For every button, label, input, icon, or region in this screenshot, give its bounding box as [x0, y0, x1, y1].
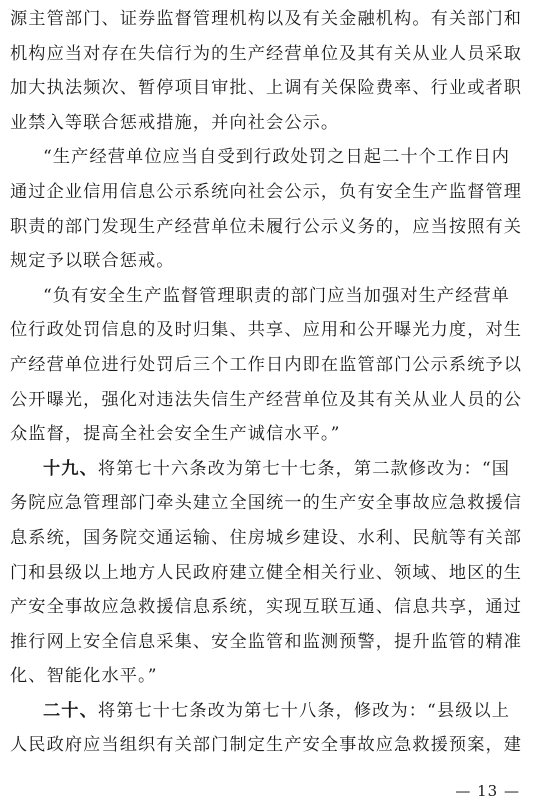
line-text: 将第七十七条改为第七十八条，修改为：“县级以上	[97, 700, 511, 721]
document-body	[10, 2, 540, 763]
text-line	[10, 383, 540, 418]
line-text: 源主管部门、证券监督管理机构以及有关金融机构。有关部门和	[10, 9, 523, 29]
text-line	[10, 348, 540, 383]
line-text: 人民政府应当组织有关部门制定生产安全事故应急救援预案，建	[10, 735, 523, 756]
text-line	[10, 71, 540, 106]
line-text: 通过企业信用信息公示系统向社会公示，负有安全生产监督管理	[10, 181, 523, 202]
line-text: 门和县级以上地方人民政府建立健全相关行业、领域、地区的生	[10, 562, 523, 583]
text-line	[10, 417, 540, 452]
text-line	[10, 452, 540, 487]
line-text: 产安全事故应急救援信息系统，实现互联互通、信息共享，通过	[10, 597, 523, 618]
line-text: 规定予以联合惩戒。	[10, 251, 175, 272]
line-text: 机构应当对存在失信行为的生产经营单位及其有关从业人员采取	[10, 43, 523, 64]
line-text: 加大执法频次、暂停项目审批、上调有关保险费率、行业或者职	[10, 78, 523, 99]
text-line	[10, 244, 540, 279]
line-text: “生产经营单位应当自受到行政处罚之日起二十个工作日内	[43, 147, 511, 168]
text-line	[10, 486, 540, 521]
line-text: 息系统，国务院交通运输、住房城乡建设、水利、民航等有关部	[10, 527, 523, 548]
line-text: 化、智能化水平。”	[10, 666, 158, 687]
line-text: 产经营单位进行处罚后三个工作日内即在监管部门公示系统予以	[10, 354, 523, 375]
text-line	[10, 210, 540, 245]
text-line	[10, 728, 540, 763]
text-line	[10, 37, 540, 72]
line-text: 推行网上安全信息采集、安全监管和监测预警，提升监管的精准	[10, 631, 523, 652]
text-line	[10, 694, 540, 729]
text-line	[10, 659, 540, 694]
text-line	[10, 140, 540, 175]
article-number: 二十、	[43, 700, 98, 721]
text-line	[10, 521, 540, 556]
article-number: 十九、	[43, 458, 98, 479]
line-text: 职责的部门发现生产经营单位未履行公示义务的，应当按照有关	[10, 216, 523, 237]
text-line	[10, 313, 540, 348]
line-text: 公开曝光，强化对违法失信生产经营单位及其有关从业人员的公	[10, 389, 523, 410]
line-text: 众监督，提高全社会安全生产诚信水平。”	[10, 424, 341, 445]
text-line	[10, 175, 540, 210]
line-text: 业禁入等联合惩戒措施，并向社会公示。	[10, 112, 340, 133]
text-line	[10, 556, 540, 591]
line-text: 位行政处罚信息的及时归集、共享、应用和公开曝光力度，对生	[10, 320, 523, 341]
text-line	[10, 590, 540, 625]
line-text: 务院应急管理部门牵头建立全国统一的生产安全事故应急救援信	[10, 493, 523, 514]
text-line	[10, 625, 540, 660]
line-text: “负有安全生产监督管理职责的部门应当加强对生产经营单	[43, 285, 511, 306]
text-line	[10, 106, 540, 141]
text-line	[10, 279, 540, 314]
text-line	[10, 2, 540, 37]
page-number: — 13 —	[455, 782, 520, 800]
line-text: 将第七十六条改为第七十七条，第二款修改为：“国	[97, 458, 511, 479]
